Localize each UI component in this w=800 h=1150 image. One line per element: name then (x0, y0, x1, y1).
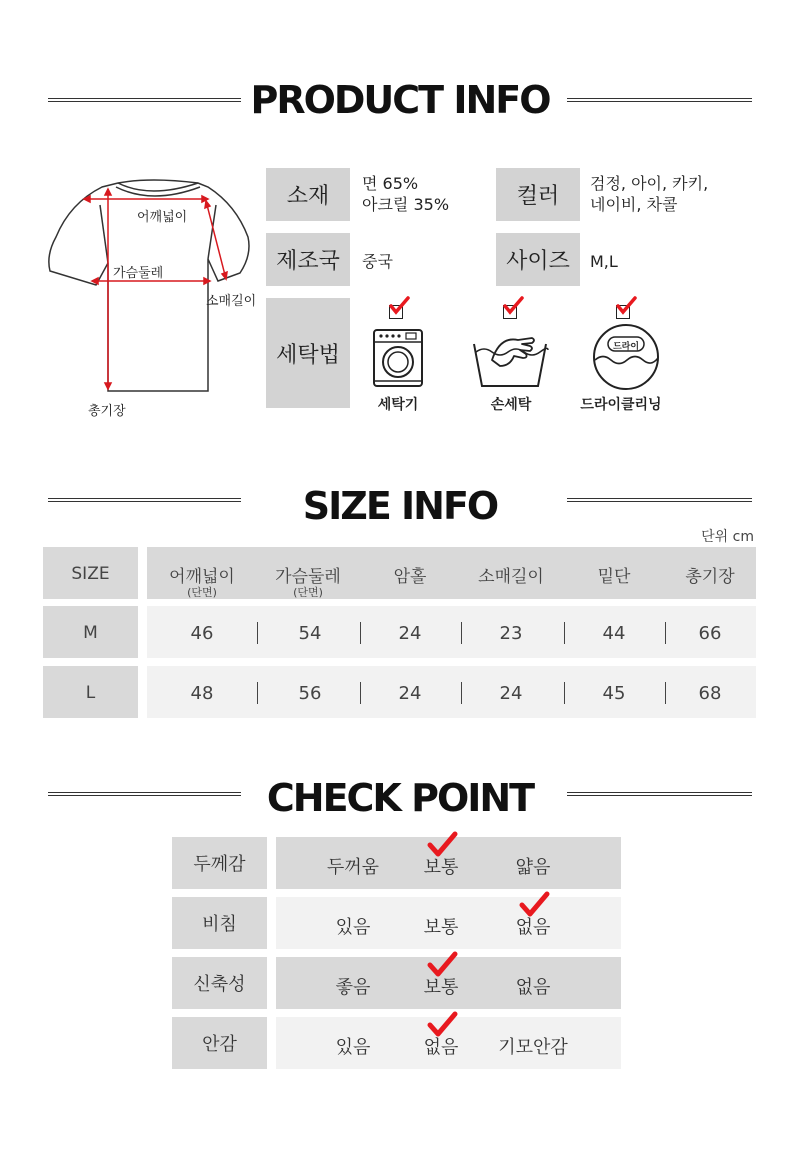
check-mark-icon (518, 891, 550, 919)
size-label: 사이즈 (496, 233, 580, 286)
wash-method-label: 세탁법 (266, 298, 350, 408)
check-option: 없음 (423, 1037, 459, 1058)
unit-label: 단위 cm (701, 529, 754, 545)
origin-value: 중국 (362, 252, 393, 271)
check-mark-icon (502, 296, 524, 316)
washing-machine-icon (372, 328, 424, 388)
sleeve-label: 소매길이 (206, 294, 257, 309)
chest-label: 가슴둘레 (113, 266, 164, 281)
check-row-label-cell: 비침 (172, 897, 267, 949)
cell-separator (360, 622, 361, 644)
table-cell: 24 (398, 623, 422, 644)
table-cell: 44 (602, 623, 626, 644)
check-option: 없음 (515, 977, 551, 998)
cell-separator (257, 622, 258, 644)
table-cell: 54 (298, 623, 322, 644)
check-row-label-cell: 안감 (172, 1017, 267, 1069)
column-header-sleeve: 소매길이 (478, 567, 544, 587)
check-option: 좋음 (335, 977, 371, 998)
cell-separator (665, 622, 666, 644)
cell-separator (360, 682, 361, 704)
table-cell: 46 (190, 623, 214, 644)
color-value-1: 검정, 아이, 카키, (590, 174, 709, 193)
size-row-label: L (85, 683, 96, 703)
table-cell: 24 (499, 683, 523, 704)
column-header-length: 총기장 (685, 567, 735, 587)
table-cell: 56 (298, 683, 322, 704)
cell-separator (461, 682, 462, 704)
check-mark-icon (615, 296, 637, 316)
check-option: 보통 (423, 977, 459, 998)
check-option: 있음 (335, 917, 371, 938)
wash-option-label: 드라이클리닝 (580, 397, 662, 413)
check-mark-icon (426, 1011, 458, 1039)
check-option: 얇음 (515, 857, 551, 878)
cell-separator (564, 622, 565, 644)
column-header-sub: (단면) (187, 586, 217, 599)
cell-separator (665, 682, 666, 704)
column-header-armhole: 암홀 (393, 567, 427, 587)
wash-option-label: 세탁기 (377, 397, 419, 413)
origin-label: 제조국 (266, 233, 350, 286)
size-row-label: M (83, 623, 98, 643)
check-option: 기모안감 (498, 1037, 568, 1058)
column-header-chest: 가슴둘레 (단면) (268, 562, 348, 599)
check-option: 두꺼움 (326, 857, 380, 878)
check-mark-icon (388, 296, 410, 316)
table-cell: 68 (698, 683, 722, 704)
check-point-title: CHECK POINT (266, 776, 534, 820)
material-label: 소재 (266, 168, 350, 221)
size-value: M,L (590, 252, 618, 271)
column-header-shoulder: 어깨넓이 (단면) (162, 562, 242, 599)
check-option: 있음 (335, 1037, 371, 1058)
size-header-label: SIZE (71, 564, 110, 584)
check-option: 보통 (423, 917, 459, 938)
check-row-label-cell: 신축성 (172, 957, 267, 1009)
check-option: 없음 (515, 917, 551, 938)
shoulder-label: 어깨넓이 (137, 210, 188, 225)
dry-icon-text: 드라이 (612, 342, 640, 352)
hand-wash-icon (470, 330, 550, 390)
length-label: 총기장 (88, 404, 126, 419)
cell-separator (461, 622, 462, 644)
table-cell: 24 (398, 683, 422, 704)
color-value-2: 네이비, 차콜 (590, 195, 678, 214)
size-info-title: SIZE INFO (302, 484, 498, 528)
color-label: 컬러 (496, 168, 580, 221)
table-cell: 45 (602, 683, 626, 704)
check-mark-icon (426, 951, 458, 979)
table-cell: 48 (190, 683, 214, 704)
wash-option-label: 손세탁 (490, 397, 532, 413)
table-cell: 66 (698, 623, 722, 644)
cell-separator (257, 682, 258, 704)
table-cell: 23 (499, 623, 523, 644)
material-value-1: 면 65% (362, 174, 419, 193)
check-row-label-cell: 두께감 (172, 837, 267, 889)
product-info-title: PRODUCT INFO (250, 78, 550, 122)
material-value-2: 아크릴 35% (362, 195, 450, 214)
check-option: 보통 (423, 857, 459, 878)
check-mark-icon (426, 831, 458, 859)
column-header-sub: (단면) (293, 586, 323, 599)
column-header-hem: 밑단 (597, 567, 631, 587)
dry-clean-icon (590, 322, 662, 392)
cell-separator (564, 682, 565, 704)
